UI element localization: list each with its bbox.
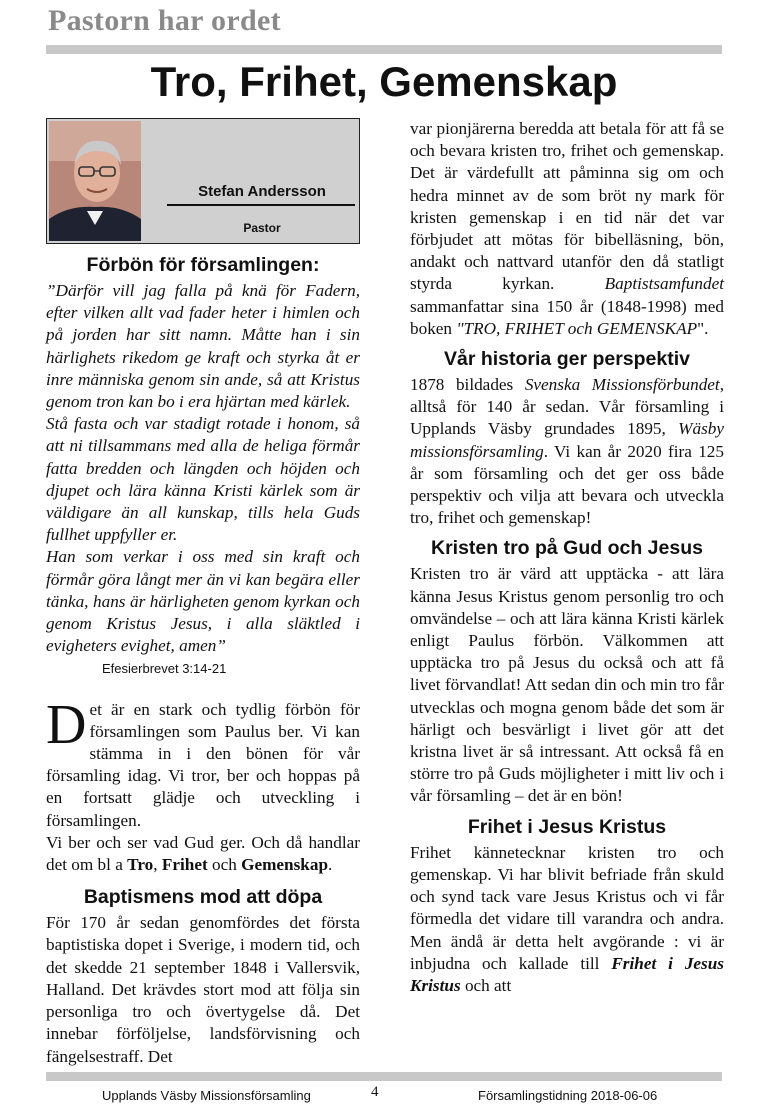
scripture-reference: Efesierbrevet 3:14-21	[102, 661, 227, 677]
baptism-cont-text-2: sammanfattar sina 150 år (1848-1998) med boken	[410, 296, 724, 338]
freedom-text	[410, 842, 724, 997]
prayer-quote-2: Stå fasta och var stadigt rotade i honom, så att ni tillsammans med alla de heliga förmår fatta bredden och längden och höjden och djupet och lära känna Kristi kärlek som är väldigare än all kunskap, tills hela Guds fullhet uppfyller er.	[46, 414, 360, 545]
faith-heading: Kristen tro på Gud och Jesus	[431, 537, 703, 560]
separator: ,	[153, 855, 162, 875]
footer-org: Upplands Väsby Missionsförsamling	[102, 1088, 311, 1103]
author-photo	[49, 121, 141, 241]
keyword-frihet: Frihet	[161, 855, 208, 875]
intro-text-2: Vi ber och ser vad Gud ger. Och då handlar det om bl a	[46, 832, 360, 875]
page-title: Tro, Frihet, Gemenskap	[150, 58, 618, 105]
keyword-tro: Tro	[127, 855, 154, 875]
author-role: Pastor	[243, 221, 281, 235]
history-em2: Wäsby missionsförsamling	[410, 419, 724, 461]
baptism-text: För 170 år sedan genomfördes det första baptistiska dopet i Sverige, i modern tid, och det skedde 21 september 1848 i Vallersvik, Halland. Det krävdes stort mod att följa sin personliga tro och övertygelse då. Det innebar förföljelse, landsförvisning och fängelsestraff. Det	[46, 913, 360, 1066]
footer-rule	[46, 1072, 722, 1081]
baptism-continued	[410, 118, 724, 340]
history-em1: Svenska Missionsförbundet	[524, 375, 720, 395]
baptistsamfundet: Baptistsamfundet	[604, 274, 724, 294]
book-title: "TRO, FRIHET och GEMENSKAP	[456, 318, 698, 338]
author-name: Stefan Andersson	[198, 183, 326, 200]
header-rule	[46, 45, 722, 54]
section-kicker: Pastorn har ordet	[48, 4, 281, 37]
drop-cap: D	[46, 693, 87, 756]
prayer-heading: Förbön för församlingen:	[86, 254, 320, 276]
intro-text: et är en stark och tydlig förbön för församlingen som Paulus ber. Vi kan stämma in i den bönen för vår församling idag. Vi tror, ber och hoppas på en fortsatt glädje och utveckling i församlingen.	[46, 699, 360, 830]
author-box	[46, 118, 360, 244]
intro-paragraph	[46, 693, 360, 832]
right-column	[410, 118, 724, 997]
prayer-quote-3: Han som verkar i oss med sin kraft och förmår göra långt mer än vi kan begära eller tänka, hans är härligheten genom kyrkan och genom Kristus Jesus, i alla släktled i evigheters evighet, amen”	[46, 547, 360, 656]
intro-paragraph-2	[46, 832, 360, 876]
freedom-heading: Frihet i Jesus Kristus	[467, 815, 667, 838]
faith-text: Kristen tro är värd att upptäcka - att lära känna Jesus Kristus genom personlig tro och omvändelse – och att lära känna Kristi kärlek enligt Paulus förbön. Välkommen att upptäcka tro på Jesus du också och att få livet förvandlat! Att sedan din och min tro får utvecklas och mogna genom både det som är härligt och besvärligt i livet gör att det kristna livet är så intressant. Att också få en större tro på Guds möjligheter i mitt liv och i vår församling – det är en bön!	[410, 564, 724, 806]
left-column	[46, 118, 360, 1068]
footer-publication: Församlingstidning 2018-06-06	[478, 1088, 658, 1103]
freedom-end: och att	[460, 975, 512, 995]
baptism-cont-text: var pionjärerna beredda att betala för att få se och bevara kristen tro, frihet och gemenskap. Det är värdefullt att påminna sig om och hedra minnet av de som bröt ny mark för kristen gemenskap i en tid när det var förbjudet att mötas för bibelläsning, bön, andakt och nattvard utanför den då statligt styrda kyrkan.	[410, 119, 724, 294]
keyword-gemenskap: Gemenskap	[241, 855, 329, 875]
history-text	[410, 374, 724, 529]
quote-end: ".	[697, 318, 709, 338]
author-divider	[167, 204, 355, 206]
freedom-t1: Frihet kännetecknar kristen tro och gemenskap. Vi har blivit befriade från skuld och synd tack vare Jesus Kristus och vi får förmedla det vidare till varandra och andra. Men ändå är detta helt avgörande : vi är inbjudna och kallade till	[410, 842, 724, 973]
page-number: 4	[371, 1084, 379, 1100]
baptism-heading: Baptismens mod att döpa	[83, 886, 323, 909]
history-heading: Vår historia ger perspektiv	[443, 348, 691, 371]
history-t2: , alltså för 140 år sedan. Vår församling i Upplands Väsby grundades 1895,	[410, 375, 724, 439]
separator: och	[207, 855, 242, 875]
freedom-em: Frihet i Jesus Kristus	[410, 953, 724, 995]
period: .	[328, 855, 333, 875]
history-t1: 1878 bildades	[410, 375, 525, 395]
prayer-quote-1: ”Därför vill jag falla på knä för Fadern, efter vilken allt vad fader heter i himlen och på jorden har sitt namn. Måtte han i sin härlighets rikedom ge kraft och styrka åt er inre människa genom sin ande, så att Kristus genom tron kan bo i era hjärtan med kärlek.	[46, 281, 360, 412]
history-t3: . Vi kan år 2020 fira 125 år som församling och det ger oss både perspektiv och vilja att bevara och utveckla tro, frihet och gemenskap!	[410, 441, 724, 528]
